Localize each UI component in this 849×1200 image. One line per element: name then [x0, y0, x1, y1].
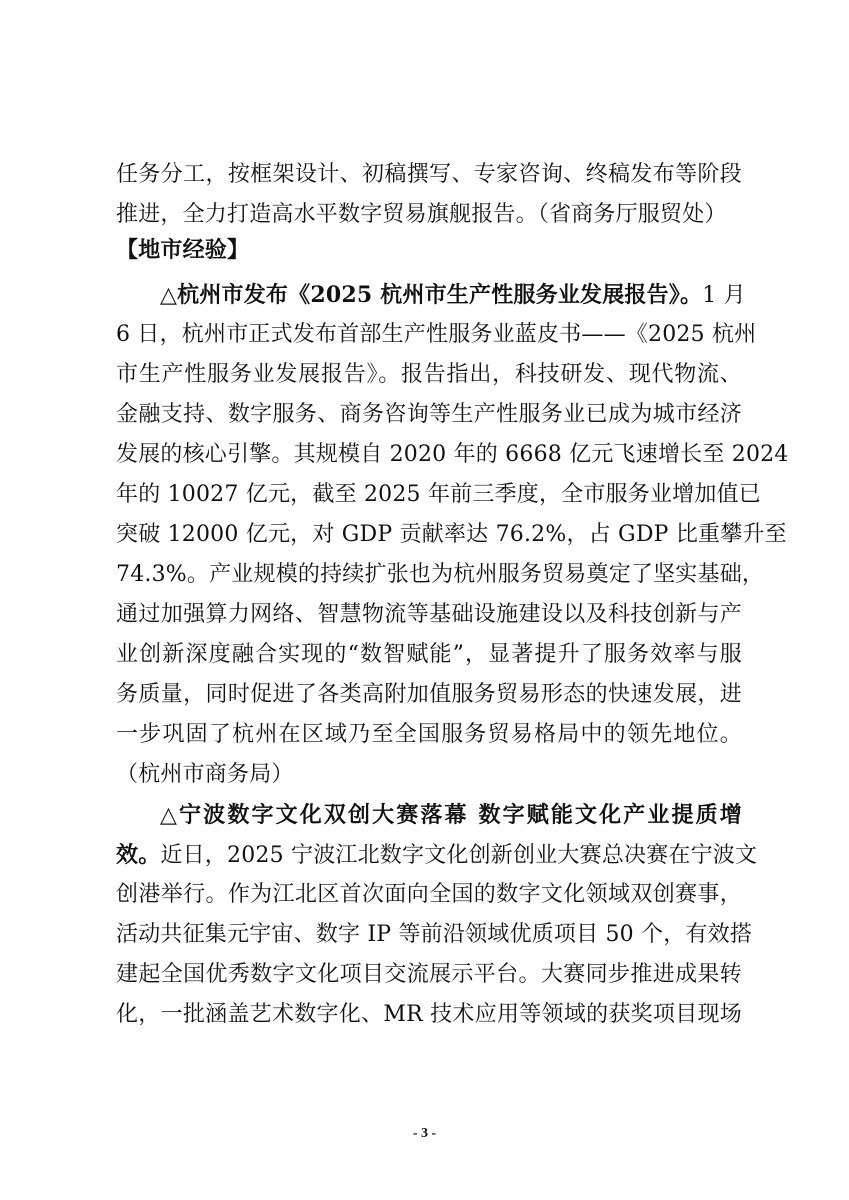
paragraph-line: 务质量，同时促进了各类高附加值服务贸易形态的快速发展，进 — [116, 682, 742, 707]
paragraph-line: 创港举行。作为江北区首次面向全国的数字文化领域双创赛事， — [116, 882, 742, 907]
paragraph-line: 年的 10027 亿元，截至 2025 年前三季度，全市服务业增加值已 — [116, 482, 761, 507]
item-heading: △杭州市发布《2025 杭州市生产性服务业发展报告》。 — [160, 282, 703, 308]
paragraph-line: 74.3%。产业规模的持续扩张也为杭州服务贸易奠定了坚实基础， — [116, 562, 765, 587]
paragraph-line: 任务分工，按框架设计、初稿撰写、专家咨询、终稿发布等阶段 — [116, 162, 742, 187]
section-heading: 【地市经验】 — [116, 238, 250, 263]
paragraph-line: 化，一批涵盖艺术数字化、MR 技术应用等领域的获奖项目现场 — [116, 1002, 742, 1027]
item-text: 1 月 — [702, 283, 746, 308]
paragraph-line: 市生产性服务业发展报告》。报告指出，科技研发、现代物流、 — [116, 362, 742, 387]
paragraph-line: 通过加强算力网络、智慧物流等基础设施建设以及科技创新与产 — [116, 602, 742, 627]
item-heading-line — [116, 837, 758, 873]
paragraph-line: 6 日，杭州市正式发布首部生产性服务业蓝皮书——《2025 杭州 — [116, 322, 757, 347]
paragraph-line: 推进，全力打造高水平数字贸易旗舰报告。（省商务厅服贸处） — [116, 202, 727, 227]
page-number: - 3 - — [412, 1126, 437, 1141]
paragraph-line: 一步巩固了杭州在区域乃至全国服务贸易格局中的领先地位。 — [116, 722, 742, 747]
source-attribution: （杭州市商务局） — [116, 762, 294, 787]
item-text: 近日，2025 宁波江北数字文化创新创业大赛总决赛在宁波文 — [160, 843, 758, 868]
paragraph-line: 业创新深度融合实现的“数智赋能”，显著提升了服务效率与服 — [116, 642, 742, 667]
paragraph-line: 发展的核心引擎。其规模自 2020 年的 6668 亿元飞速增长至 2024 — [116, 442, 789, 467]
item-heading: 效。 — [116, 842, 161, 868]
paragraph-line: 突破 12000 亿元，对 GDP 贡献率达 76.2%，占 GDP 比重攀升至 — [116, 522, 787, 547]
item-heading: △宁波数字文化双创大赛落幕 数字赋能文化产业提质增 — [160, 802, 742, 828]
paragraph-line: 金融支持、数字服务、商务咨询等生产性服务业已成为城市经济 — [116, 402, 742, 427]
paragraph-line: 活动共征集元宇宙、数字 IP 等前沿领域优质项目 50 个，有效搭 — [116, 922, 753, 947]
item-heading-line — [160, 277, 746, 313]
paragraph-line: 建起全国优秀数字文化项目交流展示平台。大赛同步推进成果转 — [116, 962, 742, 987]
